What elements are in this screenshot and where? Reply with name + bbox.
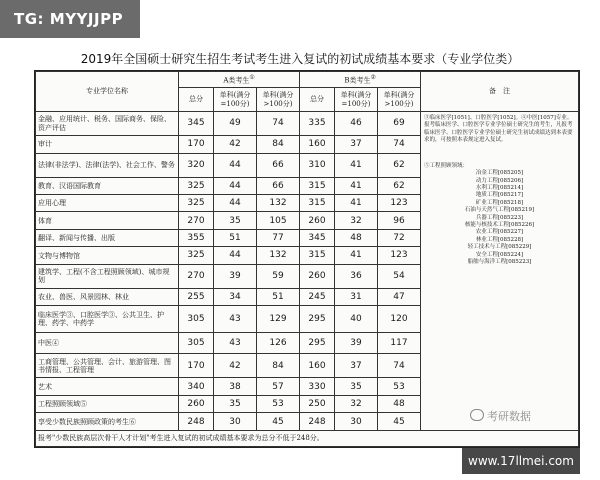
b-score-total: 335 (300, 112, 335, 136)
b-score-total: 315 (300, 195, 335, 212)
a-score-single100: 39 (214, 264, 257, 288)
engineering-list-item: 水利工程[085214] (475, 184, 524, 191)
b-score-total: 160 (300, 354, 335, 378)
a-score-single100: 49 (214, 112, 257, 136)
a-score-single150: 66 (257, 177, 300, 194)
a-score-single150: 66 (257, 153, 300, 177)
a-score-single150: 129 (257, 306, 300, 332)
a-score-single100: 51 (214, 229, 257, 246)
b-score-single150: 117 (378, 332, 421, 354)
b-score-total: 295 (300, 306, 335, 332)
subject-name: 应用心理 (36, 195, 179, 212)
subject-name: 农业、兽医、风景园林、林业 (36, 288, 179, 305)
a-score-total: 270 (179, 264, 214, 288)
subject-name: 法律(非法学)、法律(法学)、社会工作、警务 (36, 153, 179, 177)
a-score-total: 305 (179, 332, 214, 354)
a-score-single100: 44 (214, 177, 257, 194)
a-score-single150: 77 (257, 229, 300, 246)
b-score-single150: 74 (378, 354, 421, 378)
subject-name: 临床医学③、口腔医学③、公共卫生、护理、药学、中药学 (36, 306, 179, 332)
a-score-single100: 44 (214, 153, 257, 177)
b-score-total: 260 (300, 212, 335, 229)
a-score-single100: 44 (214, 195, 257, 212)
a-score-single100: 35 (214, 395, 257, 412)
a-score-single100: 35 (214, 212, 257, 229)
a-score-single150: 84 (257, 136, 300, 153)
b-score-single150: 54 (378, 264, 421, 288)
b-score-single100: 41 (335, 177, 378, 194)
b-score-single100: 37 (335, 136, 378, 153)
b-score-total: 248 (300, 413, 335, 431)
header-a-total: 总分 (179, 88, 214, 112)
subject-name: 金融、应用统计、税务、国际商务、保险、资产评估 (36, 112, 179, 136)
a-score-single100: 34 (214, 288, 257, 305)
a-score-single100: 42 (214, 136, 257, 153)
remarks-cell (421, 112, 579, 431)
header-b-group: B类考生② (300, 72, 421, 88)
subject-name: 享受少数民族照顾政策的考生⑥ (36, 413, 179, 431)
b-score-single150: 62 (378, 153, 421, 177)
a-score-single100: 43 (214, 332, 257, 354)
header-a-single100: 单科(满分=100分) (214, 88, 257, 112)
subject-name: 体育 (36, 212, 179, 229)
engineering-list-item: 动力工程[085206] (475, 177, 524, 184)
b-score-single150: 96 (378, 212, 421, 229)
medical-note: ③临床医学[1051]、口腔医学[1052]。④中医[1057]专业。报考临床医学、口腔医学专业学位硕士研究生的考生，凡报考临床医学、口腔医学专业学位硕士研究生初试成绩达到本表要求的，可按照本表规定进入复试。 (424, 115, 573, 144)
b-score-single150: 123 (378, 247, 421, 264)
a-score-total: 248 (179, 413, 214, 431)
a-score-total: 355 (179, 229, 214, 246)
a-score-single150: 132 (257, 247, 300, 264)
a-score-single100: 44 (214, 247, 257, 264)
b-score-single100: 31 (335, 288, 378, 305)
a-score-single150: 132 (257, 195, 300, 212)
subject-name: 艺术 (36, 378, 179, 395)
a-score-total: 345 (179, 112, 214, 136)
subject-name: 教育、汉语国际教育 (36, 177, 179, 194)
header-b-single100: 单科(满分=100分) (335, 88, 378, 112)
a-score-single150: 53 (257, 395, 300, 412)
subject-name: 工程照顾领域⑤ (36, 395, 179, 412)
a-score-single100: 43 (214, 306, 257, 332)
header-b-total: 总分 (300, 88, 335, 112)
subject-name: 建筑学、工程(不含工程照顾领域)、城市规划 (36, 264, 179, 288)
b-score-single150: 48 (378, 395, 421, 412)
engineering-list-item: 地质工程[085217] (475, 192, 524, 199)
score-table (35, 71, 579, 447)
a-score-total: 255 (179, 288, 214, 305)
b-score-single100: 41 (335, 247, 378, 264)
b-score-single150: 53 (378, 378, 421, 395)
b-score-single150: 120 (378, 306, 421, 332)
engineering-list-item: 石油与天然气工程[085219] (464, 207, 535, 214)
wechat-icon (470, 409, 484, 421)
a-score-single100: 42 (214, 354, 257, 378)
b-score-total: 330 (300, 378, 335, 395)
b-score-single150: 72 (378, 229, 421, 246)
a-score-single150: 105 (257, 212, 300, 229)
engineering-note-title: ⑤工程照顾领域： (424, 162, 469, 169)
subject-name: 文物与博物馆 (36, 247, 179, 264)
site-watermark: www.17llmei.com (462, 448, 580, 474)
b-score-single150: 45 (378, 413, 421, 431)
b-score-single100: 35 (335, 378, 378, 395)
b-score-single100: 41 (335, 153, 378, 177)
channel-tag: TG: MYYJJPP (0, 0, 140, 38)
a-score-single150: 59 (257, 264, 300, 288)
a-score-single150: 45 (257, 413, 300, 431)
engineering-list (424, 170, 575, 266)
a-score-single150: 51 (257, 288, 300, 305)
page-title: 2019年全国硕士研究生招生考试考生进入复试的初试成绩基本要求（专业学位类） (80, 52, 520, 66)
b-score-single150: 69 (378, 112, 421, 136)
subject-name: 审计 (36, 136, 179, 153)
b-score-single150: 47 (378, 288, 421, 305)
b-score-total: 260 (300, 264, 335, 288)
engineering-list-item: 矿业工程[085218] (475, 199, 524, 206)
header-a-single150: 单科(满分>100分) (257, 88, 300, 112)
b-score-single150: 74 (378, 136, 421, 153)
b-score-single100: 39 (335, 332, 378, 354)
engineering-list-item: 农业工程[085227] (475, 229, 524, 236)
b-score-single150: 62 (378, 177, 421, 194)
b-score-total: 315 (300, 177, 335, 194)
b-score-single150: 123 (378, 195, 421, 212)
a-score-total: 320 (179, 153, 214, 177)
a-score-total: 260 (179, 395, 214, 412)
b-score-single100: 40 (335, 306, 378, 332)
b-score-single100: 46 (335, 112, 378, 136)
wechat-watermark: 考研数据 (470, 408, 531, 424)
footer-note: 报考"少数民族高层次骨干人才计划"考生进入复试的初试成绩基本要求为总分不低于248分。 (36, 431, 579, 447)
scanned-table (34, 70, 580, 448)
engineering-list-item: 林业工程[085228] (475, 236, 524, 243)
a-score-single100: 30 (214, 413, 257, 431)
b-score-total: 345 (300, 229, 335, 246)
a-score-total: 170 (179, 354, 214, 378)
engineering-list-item: 轻工技术与工程[085229] (467, 244, 532, 251)
subject-name: 中医④ (36, 332, 179, 354)
a-score-total: 325 (179, 177, 214, 194)
subject-name: 翻译、新闻与传播、出版 (36, 229, 179, 246)
b-score-single100: 36 (335, 264, 378, 288)
a-score-total: 270 (179, 212, 214, 229)
b-score-single100: 32 (335, 212, 378, 229)
engineering-list-item: 兵器工程[085223] (475, 214, 524, 221)
b-score-single100: 48 (335, 229, 378, 246)
table-row (36, 112, 579, 136)
a-score-single150: 57 (257, 378, 300, 395)
header-subject: 专业学位名称 (36, 72, 179, 112)
a-score-total: 340 (179, 378, 214, 395)
b-score-total: 315 (300, 247, 335, 264)
a-score-total: 170 (179, 136, 214, 153)
b-score-total: 245 (300, 288, 335, 305)
a-score-single150: 74 (257, 112, 300, 136)
a-score-single150: 126 (257, 332, 300, 354)
engineering-list-item: 安全工程[085224] (475, 251, 524, 258)
a-score-single100: 38 (214, 378, 257, 395)
header-remarks: 备 注 (421, 72, 579, 112)
b-score-total: 295 (300, 332, 335, 354)
subject-name: 工商管理、公共管理、会计、旅游管理、图书情报、工程管理 (36, 354, 179, 378)
b-score-single100: 41 (335, 195, 378, 212)
b-score-single100: 32 (335, 395, 378, 412)
a-score-total: 305 (179, 306, 214, 332)
engineering-list-item: 船舶与海洋工程[085223] (467, 259, 532, 266)
b-score-single100: 37 (335, 354, 378, 378)
a-score-total: 325 (179, 247, 214, 264)
b-score-total: 310 (300, 153, 335, 177)
engineering-list-item: 冶金工程[085205] (475, 170, 524, 177)
a-score-single150: 84 (257, 354, 300, 378)
header-a-group: A类考生① (179, 72, 300, 88)
b-score-total: 160 (300, 136, 335, 153)
b-score-single100: 30 (335, 413, 378, 431)
engineering-list-item: 核能与核技术工程[085226] (464, 222, 535, 229)
b-score-total: 250 (300, 395, 335, 412)
a-score-total: 325 (179, 195, 214, 212)
header-b-single150: 单科(满分>100分) (378, 88, 421, 112)
